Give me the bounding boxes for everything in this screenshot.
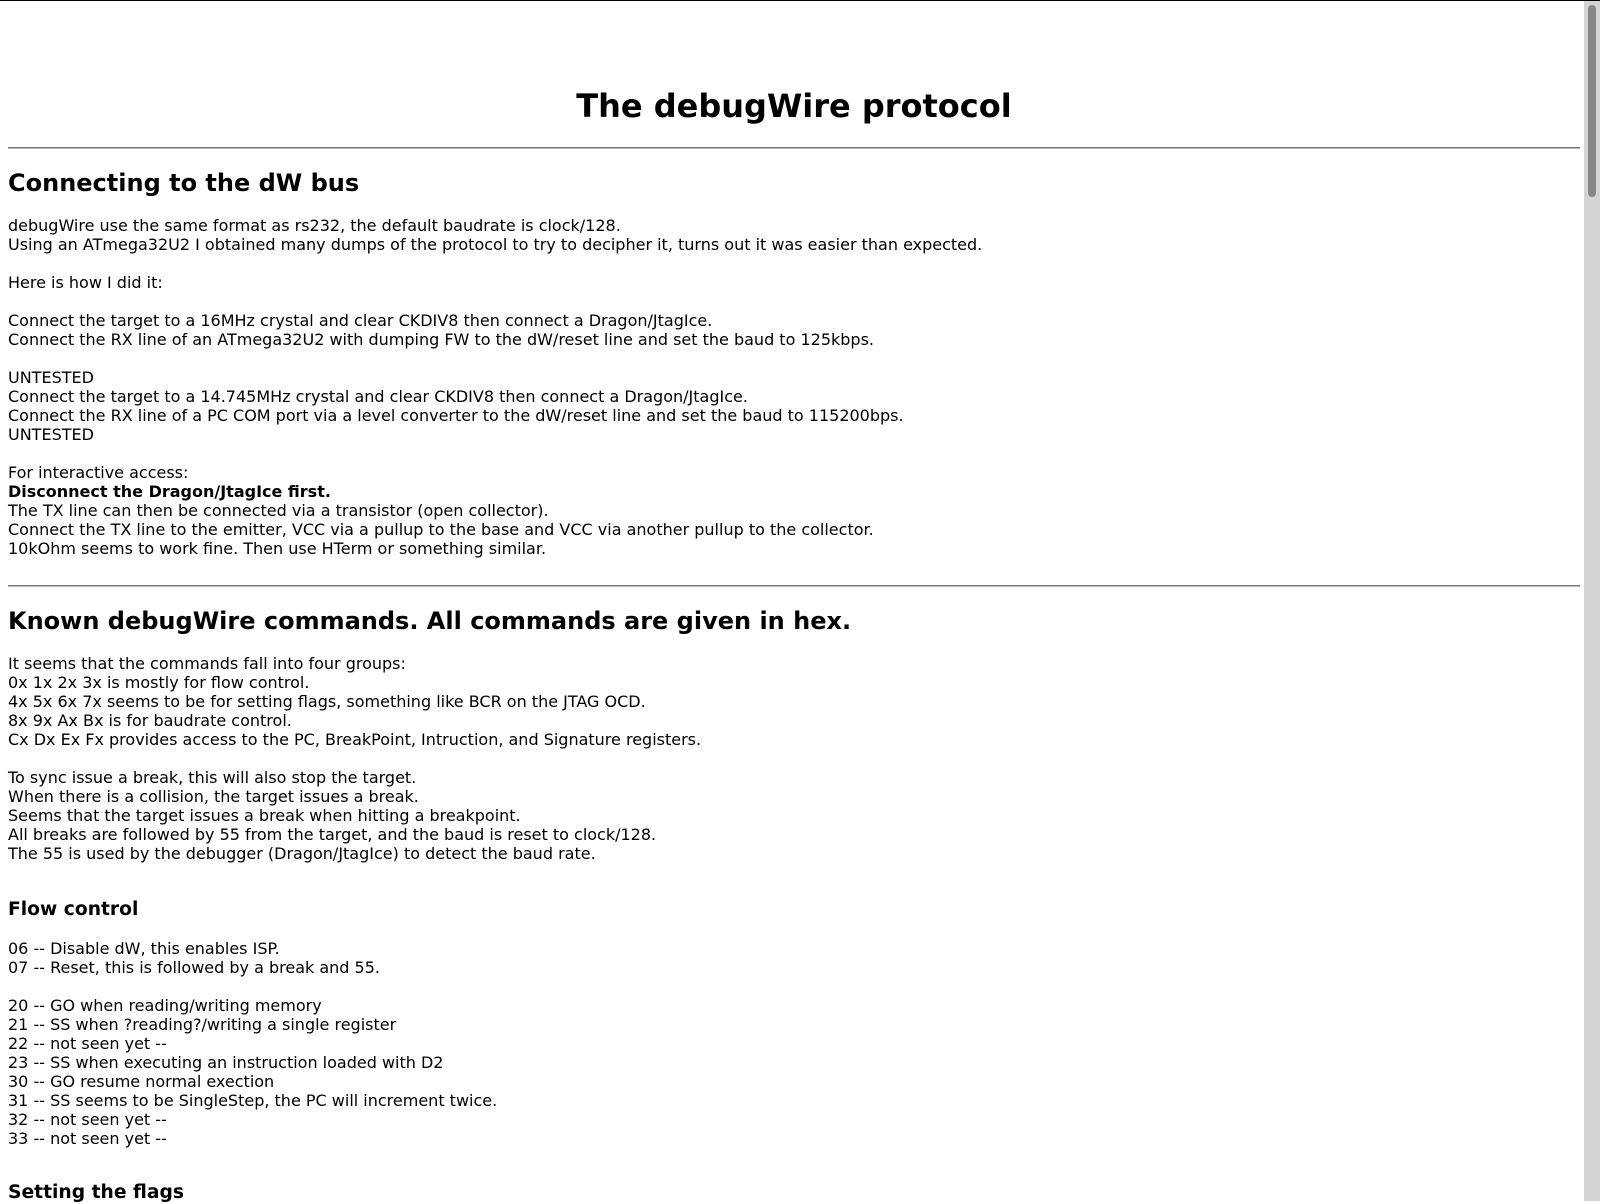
section-heading-commands: Known debugWire commands. All commands are given in hex.	[8, 607, 852, 635]
text-line: 06 -- Disable dW, this enables ISP.	[8, 939, 280, 958]
text-line: 23 -- SS when executing an instruction loaded with D2	[8, 1053, 444, 1072]
text-line: 07 -- Reset, this is followed by a break and 55.	[8, 958, 380, 977]
blank-line	[8, 749, 1580, 768]
text-line: The TX line can then be connected via a transistor (open collector).	[8, 501, 549, 520]
text-line: 0x 1x 2x 3x is mostly for flow control.	[8, 673, 310, 692]
text-line: 31 -- SS seems to be SingleStep, the PC will increment twice.	[8, 1091, 498, 1110]
blank-line	[8, 977, 1580, 996]
text-line: 4x 5x 6x 7x seems to be for setting flags, something like BCR on the JTAG OCD.	[8, 692, 646, 711]
document-page	[8, 1, 1580, 1204]
text-line: Connect the RX line of an ATmega32U2 with dumping FW to the dW/reset line and set the baud to 125kbps.	[8, 330, 874, 349]
blank-line	[8, 254, 1580, 273]
text-line: 8x 9x Ax Bx is for baudrate control.	[8, 711, 292, 730]
bold-warning-line: Disconnect the Dragon/JtagIce first.	[8, 482, 331, 501]
text-line: It seems that the commands fall into four groups:	[8, 654, 406, 673]
text-line: When there is a collision, the target issues a break.	[8, 787, 419, 806]
text-line: 33 -- not seen yet --	[8, 1129, 167, 1148]
text-line: Here is how I did it:	[8, 273, 163, 292]
text-line: Connect the RX line of a PC COM port via a level converter to the dW/reset line and set the baud to 115200bps.	[8, 406, 904, 425]
blank-line	[8, 444, 1580, 463]
text-line: For interactive access:	[8, 463, 189, 482]
text-line: Seems that the target issues a break when hitting a breakpoint.	[8, 806, 521, 825]
text-line: UNTESTED	[8, 368, 94, 387]
section-body-commands	[8, 654, 1580, 863]
blank-line	[8, 292, 1580, 311]
blank-line	[8, 349, 1580, 368]
text-line: 22 -- not seen yet --	[8, 1034, 167, 1053]
page-title: The debugWire protocol	[576, 87, 1012, 125]
text-line: 20 -- GO when reading/writing memory	[8, 996, 322, 1015]
section-heading-flow-control: Flow control	[8, 899, 139, 920]
text-line: The 55 is used by the debugger (Dragon/JtagIce) to detect the baud rate.	[8, 844, 596, 863]
text-line: To sync issue a break, this will also stop the target.	[8, 768, 417, 787]
scrollbar-thumb[interactable]	[1588, 5, 1596, 197]
text-line: 32 -- not seen yet --	[8, 1110, 167, 1129]
text-line: Connect the target to a 16MHz crystal and clear CKDIV8 then connect a Dragon/JtagIce.	[8, 311, 713, 330]
text-line: All breaks are followed by 55 from the target, and the baud is reset to clock/128.	[8, 825, 657, 844]
text-line: 10kOhm seems to work fine. Then use HTerm or something similar.	[8, 539, 547, 558]
section-body-flow-control	[8, 939, 1580, 1148]
section-heading-connecting: Connecting to the dW bus	[8, 169, 360, 197]
section-body-connecting	[8, 216, 1580, 558]
text-line: 21 -- SS when ?reading?/writing a single register	[8, 1015, 397, 1034]
section-heading-setting-flags: Setting the flags	[8, 1182, 184, 1203]
text-line: Connect the target to a 14.745MHz crystal and clear CKDIV8 then connect a Dragon/JtagIce.	[8, 387, 748, 406]
text-line: Cx Dx Ex Fx provides access to the PC, BreakPoint, Intruction, and Signature registers.	[8, 730, 702, 749]
text-line: UNTESTED	[8, 425, 94, 444]
text-line: Connect the TX line to the emitter, VCC via a pullup to the base and VCC via another pullup to the collector.	[8, 520, 874, 539]
text-line: debugWire use the same format as rs232, the default baudrate is clock/128.	[8, 216, 621, 235]
text-line: 30 -- GO resume normal exection	[8, 1072, 275, 1091]
vertical-scrollbar[interactable]	[1584, 1, 1600, 1201]
text-line: Using an ATmega32U2 I obtained many dumps of the protocol to try to decipher it, turns out it was easier than expected.	[8, 235, 983, 254]
divider	[8, 585, 1580, 587]
divider	[8, 147, 1580, 149]
